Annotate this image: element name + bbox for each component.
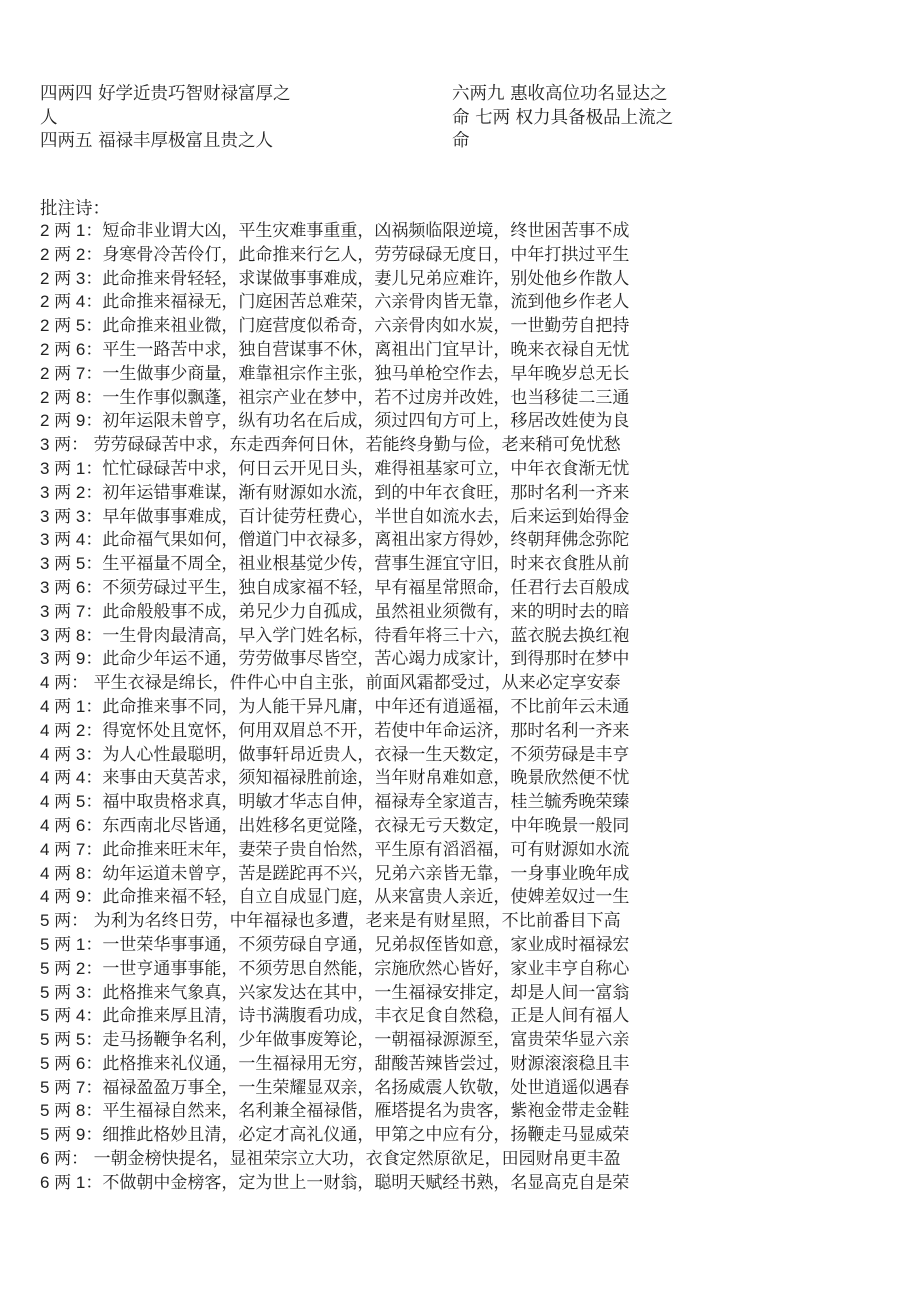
poem-text: 早年做事事难成，百计徒劳枉费心，半世自如流水去，后来运到始得金: [102, 506, 630, 527]
poem-row: [40, 1076, 910, 1100]
poem-label: 2 两 1：: [40, 221, 103, 240]
poem-label: 3 两 2：: [40, 482, 103, 502]
poem-row: [40, 814, 910, 838]
poem-text: 来事由天莫苦求，须知福禄胜前途，当年财帛难如意，晚景欣然便不忧: [102, 768, 630, 789]
poem-label: 3 两 7：: [40, 601, 103, 621]
poem-row: [40, 885, 910, 909]
poem-label: 5 两：: [40, 911, 89, 931]
poem-label: 2 两 5：: [40, 316, 103, 336]
poem-row: [40, 647, 910, 671]
top-right-line-1: 六两九 惠收高位功名显达之: [452, 84, 668, 104]
poem-text: 此命推来祖业微，门庭营度似希奇，六亲骨肉如水炭，一世勤劳自把持: [102, 316, 630, 337]
poem-row: [40, 909, 910, 933]
top-right-line-2: 命 七两 权力具备极品上流之: [452, 107, 674, 128]
poem-row: [40, 933, 910, 957]
poem-label: 4 两 4：: [40, 768, 103, 788]
poem-label: 4 两 7：: [40, 839, 103, 859]
poem-row: [40, 624, 910, 648]
poem-row: [40, 576, 910, 600]
poem-label: 6 两 1：: [40, 1172, 103, 1192]
poem-text: 福中取贵格求真，明敏才华志自伸，福禄寿全家道吉，桂兰毓秀晚荣臻: [102, 792, 630, 813]
poem-text: 一生作事似飘蓬，祖宗产业在梦中，若不过房并改姓，也当移徒二三通: [102, 387, 630, 408]
poem-label: 4 两 5：: [40, 792, 103, 812]
poem-label: 2 两 9：: [40, 411, 103, 431]
poem-label: 5 两 9：: [40, 1125, 103, 1145]
poem-label: 6 两：: [40, 1149, 89, 1169]
poem-text: 一世荣华事事通，不须劳碌自亨通，兄弟叔侄皆如意，家业成时福禄宏: [102, 934, 630, 955]
poem-label: 2 两 7：: [40, 363, 103, 383]
poem-text: 不须劳碌过平生，独自成家福不轻，早有福星常照命，任君行去百般成: [102, 577, 630, 598]
poem-text: 为人心性最聪明，做事轩昂近贵人，衣禄一生天数定，不须劳碌是丰亨: [102, 744, 630, 765]
poem-label: 5 两 3：: [40, 982, 103, 1002]
poem-text: 不做朝中金榜客，定为世上一财翁，聪明天赋经书熟，名显高克自是荣: [102, 1172, 630, 1193]
poem-row: [40, 433, 910, 457]
poem-row: [40, 505, 910, 529]
poem-row: [40, 1171, 910, 1195]
poem-row: [40, 1147, 910, 1171]
poem-row: [40, 243, 910, 267]
poem-text: 忙忙碌碌苦中求，何日云开见日头，难得祖基家可立，中年衣食渐无忧: [102, 458, 630, 479]
poem-text: 此命推来事不同，为人能干异凡庸，中年还有逍遥福，不比前年云未通: [102, 696, 630, 717]
poem-text: 为利为名终日劳，中年福禄也多遭，老来是有财星照，不比前番目下高: [88, 911, 621, 932]
poem-label: 4 两 2：: [40, 720, 103, 740]
poem-label: 2 两 2：: [40, 244, 103, 264]
poem-text: 一生做事少商量，难靠祖宗作主张，独马单枪空作去，早年晚岁总无长: [102, 363, 630, 384]
poem-row: [40, 838, 910, 862]
poem-text: 走马扬鞭争名利，少年做事废筹论，一朝福禄源源至，富贵荣华显六亲: [102, 1030, 630, 1051]
poem-text: 身寒骨冷苦伶仃，此命推来行乞人，劳劳碌碌无度日，中年打拱过平生: [102, 244, 630, 265]
poem-row: [40, 862, 910, 886]
poem-row: [40, 386, 910, 410]
poem-text: 此命推来旺末年，妻荣子贵自怡然，平生原有滔滔福，可有财源如水流: [102, 839, 630, 860]
poem-text: 此命推来福不轻，自立自成显门庭，从来富贵人亲近，使婢差奴过一生: [102, 887, 630, 908]
top-left-column: [40, 83, 315, 154]
poem-text: 此命推来厚且清，诗书满腹看功成，丰衣足食自然稳，正是人间有福人: [102, 1006, 630, 1027]
poem-label: 4 两 3：: [40, 744, 103, 764]
poem-label: 5 两 7：: [40, 1077, 103, 1097]
poem-text: 细推此格妙且清，必定才高礼仪通，甲第之中应有分，扬鞭走马显威荣: [102, 1125, 630, 1146]
poem-row: [40, 766, 910, 790]
poem-label: 5 两 6：: [40, 1053, 103, 1073]
poem-label: 3 两 5：: [40, 554, 103, 574]
poem-label: 4 两 1：: [40, 696, 103, 716]
poem-text: 一朝金榜快提名，显祖荣宗立大功，衣食定然原欲足，田园财帛更丰盈: [88, 1149, 621, 1170]
poem-label: 4 两：: [40, 673, 89, 693]
poem-label: 5 两 4：: [40, 1006, 103, 1026]
poem-text: 此命推来骨轻轻，求谋做事事难成，妻儿兄弟应难许，别处他乡作散人: [102, 268, 630, 289]
poem-list: [40, 219, 910, 1195]
poem-text: 东西南北尽皆通，出姓移名更觉隆，衣禄无亏天数定，中年晚景一般同: [102, 815, 630, 836]
poem-text: 此命福气果如何，僧道门中衣禄多，离祖出家方得妙，终朝拜佛念弥陀: [102, 530, 630, 551]
poem-text: 平生福禄自然来，名利兼全福禄偕，雁塔提名为贵客，紫袍金带走金鞋: [102, 1101, 630, 1122]
poem-row: [40, 981, 910, 1005]
poem-label: 2 两 3：: [40, 268, 103, 288]
poem-label: 4 两 6：: [40, 815, 103, 835]
top-right-column: [452, 83, 697, 154]
poem-label: 3 两 8：: [40, 625, 103, 645]
poem-label: 3 两：: [40, 435, 89, 455]
poem-label: 3 两 9：: [40, 649, 103, 669]
poem-row: [40, 600, 910, 624]
poem-label: 2 两 6：: [40, 339, 103, 359]
poem-text: 劳劳碌碌苦中求，东走西奔何日休，若能终身勤与俭，老来稍可免忧愁: [88, 435, 621, 456]
poem-row: [40, 1052, 910, 1076]
poem-label: 4 两 8：: [40, 863, 103, 883]
poem-row: [40, 481, 910, 505]
poem-row: [40, 314, 910, 338]
poem-row: [40, 338, 910, 362]
poem-label: 5 两 2：: [40, 958, 103, 978]
poem-row: [40, 362, 910, 386]
poem-row: [40, 1123, 910, 1147]
poem-row: [40, 457, 910, 481]
poem-row: [40, 957, 910, 981]
poem-text: 平生一路苦中求，独自营谋事不休，离祖出门宜早计，晚来衣禄自无忧: [102, 339, 630, 360]
poem-row: [40, 671, 910, 695]
poem-text: 福禄盈盈万事全，一生荣耀显双亲，名扬威震人钦敬，处世逍遥似遇春: [102, 1077, 630, 1098]
poem-text: 此命推来福禄无，门庭困苦总难荣，六亲骨肉皆无靠，流到他乡作老人: [102, 292, 630, 313]
poem-label: 5 两 5：: [40, 1030, 103, 1050]
poem-text: 短命非业谓大凶，平生灾难事重重，凶祸频临限逆境，终世困苦事不成: [102, 221, 630, 241]
poem-text: 一生骨肉最清高，早入学门姓名标，待看年将三十六，蓝衣脱去换红袍: [102, 625, 630, 646]
poem-row: [40, 1004, 910, 1028]
poem-row: [40, 528, 910, 552]
poem-row: [40, 219, 910, 243]
poem-text: 此格推来气象真，兴家发达在其中，一生福禄安排定，却是人间一富翁: [102, 982, 630, 1003]
poem-text: 此命少年运不通，劳劳做事尽皆空，苦心竭力成家计，到得那时在梦中: [102, 649, 630, 670]
poem-label: 4 两 9：: [40, 887, 103, 907]
poem-label: 2 两 8：: [40, 387, 103, 407]
poem-label: 2 两 4：: [40, 292, 103, 312]
poem-text: 此格推来礼仪通，一生福禄用无穷，甜酸苦辣皆尝过，财源滚滚稳且丰: [102, 1053, 630, 1074]
poem-text: 平生衣禄是绵长，件件心中自主张，前面风霜都受过，从来必定享安泰: [88, 673, 621, 694]
poem-text: 此命般般事不成，弟兄少力自孤成，虽然祖业须微有，来的明时去的暗: [102, 601, 630, 622]
poem-row: [40, 790, 910, 814]
poem-label: 5 两 8：: [40, 1101, 103, 1121]
top-right-line-3: 命: [452, 131, 470, 151]
poem-text: 初年运限未曾亨，纵有功名在后成，须过四旬方可上，移居改姓使为良: [102, 411, 630, 432]
poem-text: 得宽怀处且宽怀，何用双眉总不开，若使中年命运济，那时名利一齐来: [102, 720, 630, 741]
poem-text: 初年运错事难谋，渐有财源如水流，到的中年衣食旺，那时名利一齐来: [102, 482, 630, 503]
poem-label: 3 两 3：: [40, 506, 103, 526]
poem-row: [40, 719, 910, 743]
top-left-line-2: 人: [40, 107, 58, 128]
poem-text: 一世亨通事事能，不须劳思自然能，宗施欣然心皆好，家业丰亨自称心: [102, 958, 630, 979]
poem-row: [40, 1028, 910, 1052]
poem-label: 3 两 1：: [40, 458, 103, 478]
poem-row: [40, 1099, 910, 1123]
poem-text: 生平福量不周全，祖业根基觉少传，营事生涯宜守旧，时来衣食胜从前: [102, 554, 630, 575]
top-left-line-1: 四两四 好学近贵巧智财禄富厚之: [40, 84, 291, 104]
poem-text: 幼年运道未曾亨，苦是蹉跎再不兴，兄弟六亲皆无靠，一身事业晚年成: [102, 863, 630, 884]
section-title: 批注诗：: [40, 199, 110, 219]
poem-label: 5 两 1：: [40, 934, 103, 954]
poem-row: [40, 743, 910, 767]
poem-label: 3 两 6：: [40, 577, 103, 597]
poem-row: [40, 267, 910, 291]
poem-row: [40, 552, 910, 576]
poem-row: [40, 409, 910, 433]
top-left-line-3: 四两五 福禄丰厚极富且贵之人: [40, 131, 274, 151]
poem-label: 3 两 4：: [40, 530, 103, 550]
poem-row: [40, 695, 910, 719]
poem-row: [40, 290, 910, 314]
